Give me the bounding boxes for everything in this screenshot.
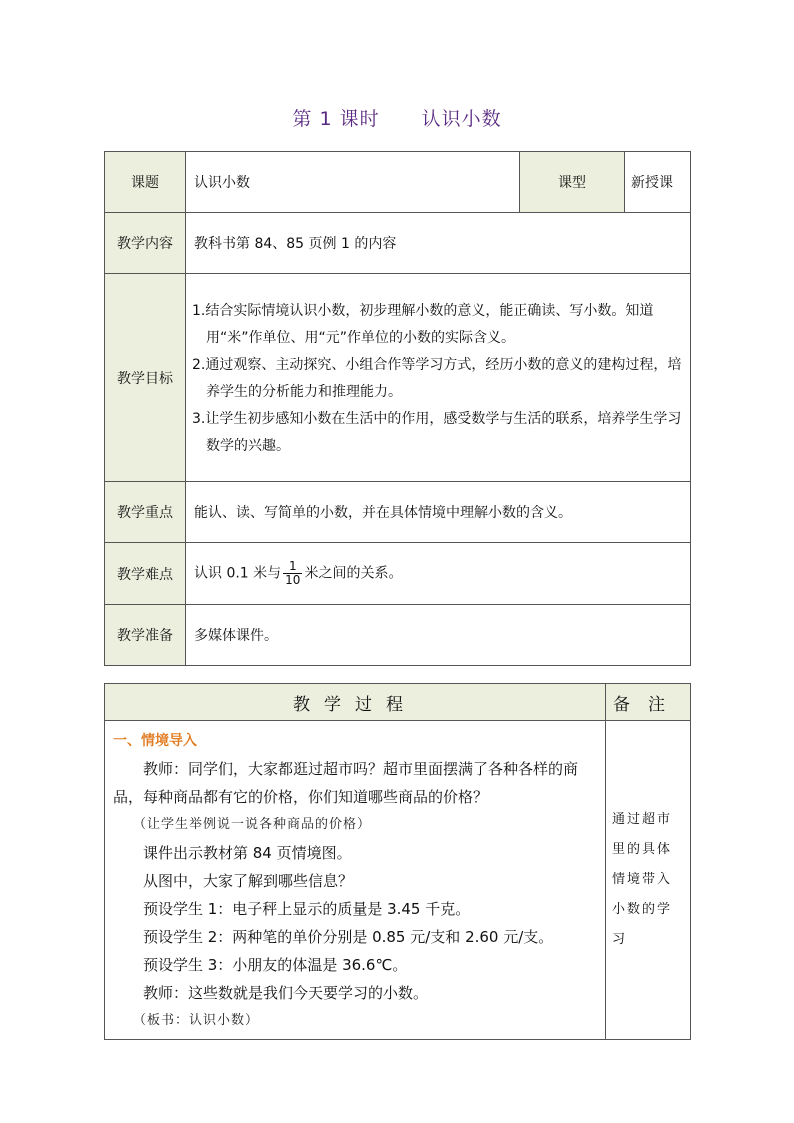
fraction	[283, 560, 302, 587]
process-body-row	[105, 721, 691, 1040]
key-point-label: 教学重点	[105, 482, 186, 543]
process-line: 预设学生 1：电子秤上显示的质量是 3.45 千克。	[143, 900, 471, 918]
process-line: 预设学生 3：小朋友的体温是 36.6℃。	[143, 956, 408, 974]
process-line: 预设学生 2：两种笔的单价分别是 0.85 元/支和 2.60 元/支。	[143, 928, 554, 946]
prep-label: 教学准备	[105, 605, 186, 666]
goals-label: 教学目标	[105, 274, 186, 482]
goal-item: 2.通过观察、主动探究、小组合作等学习方式，经历小数的意义的建构过程，培养学生的分析能力和推理能力。	[192, 356, 682, 400]
lesson-info-table	[104, 151, 691, 666]
goal-item: 3.让学生初步感知小数在生活中的作用，感受数学与生活的联系，培养学生学习数学的兴趣。	[192, 410, 682, 454]
process-line: 从图中，大家了解到哪些信息？	[143, 872, 354, 890]
key-point-value: 能认、读、写简单的小数，并在具体情境中理解小数的含义。	[186, 482, 691, 543]
section-heading: 一、情境导入	[113, 733, 197, 749]
page-title	[0, 104, 794, 131]
fraction-denominator: 10	[285, 573, 301, 587]
process-header: 教学过程	[105, 684, 606, 721]
process-line: 课件出示教材第 84 页情境图。	[143, 844, 352, 862]
process-line: 教师：这些数就是我们今天要学习的小数。	[143, 984, 429, 1002]
difficulty-value	[186, 543, 691, 605]
fraction-numerator: 1	[283, 560, 302, 574]
lesson-title: 认识小数	[421, 108, 502, 130]
topic-value: 认识小数	[186, 152, 520, 213]
difficulty-row	[105, 543, 691, 605]
process-line: （板书：认识小数）	[133, 1013, 260, 1028]
process-content	[105, 721, 606, 1040]
note-header: 备注	[606, 684, 691, 721]
type-value: 新授课	[625, 152, 691, 213]
key-point-row	[105, 482, 691, 543]
content-value: 教科书第 84、85 页例 1 的内容	[186, 213, 691, 274]
side-note: 通过超市里的具体情境带入小数的学习	[606, 721, 691, 1040]
prep-value: 多媒体课件。	[186, 605, 691, 666]
content-row	[105, 213, 691, 274]
goal-item: 1.结合实际情境认识小数，初步理解小数的意义，能正确读、写小数。知道用“米”作单位、用“元”作单位的小数的实际含义。	[192, 302, 654, 346]
prep-row	[105, 605, 691, 666]
lesson-number: 第 1 课时	[292, 108, 380, 130]
difficulty-label: 教学难点	[105, 543, 186, 605]
difficulty-text-pre: 认识 0.1 米与	[194, 565, 282, 582]
process-line: 教师：同学们，大家都逛过超市吗？超市里面摆满了各种各样的商品，每种商品都有它的价格，你们知道哪些商品的价格？	[113, 760, 579, 806]
goals-row	[105, 274, 691, 482]
type-label: 课型	[520, 152, 625, 213]
goals-list	[186, 274, 691, 482]
topic-row	[105, 152, 691, 213]
process-header-row	[105, 684, 691, 721]
process-line: （让学生举例说一说各种商品的价格）	[133, 817, 372, 832]
teaching-process-table	[104, 683, 691, 1040]
difficulty-text-post: 米之间的关系。	[304, 565, 403, 582]
content-label: 教学内容	[105, 213, 186, 274]
topic-label: 课题	[105, 152, 186, 213]
